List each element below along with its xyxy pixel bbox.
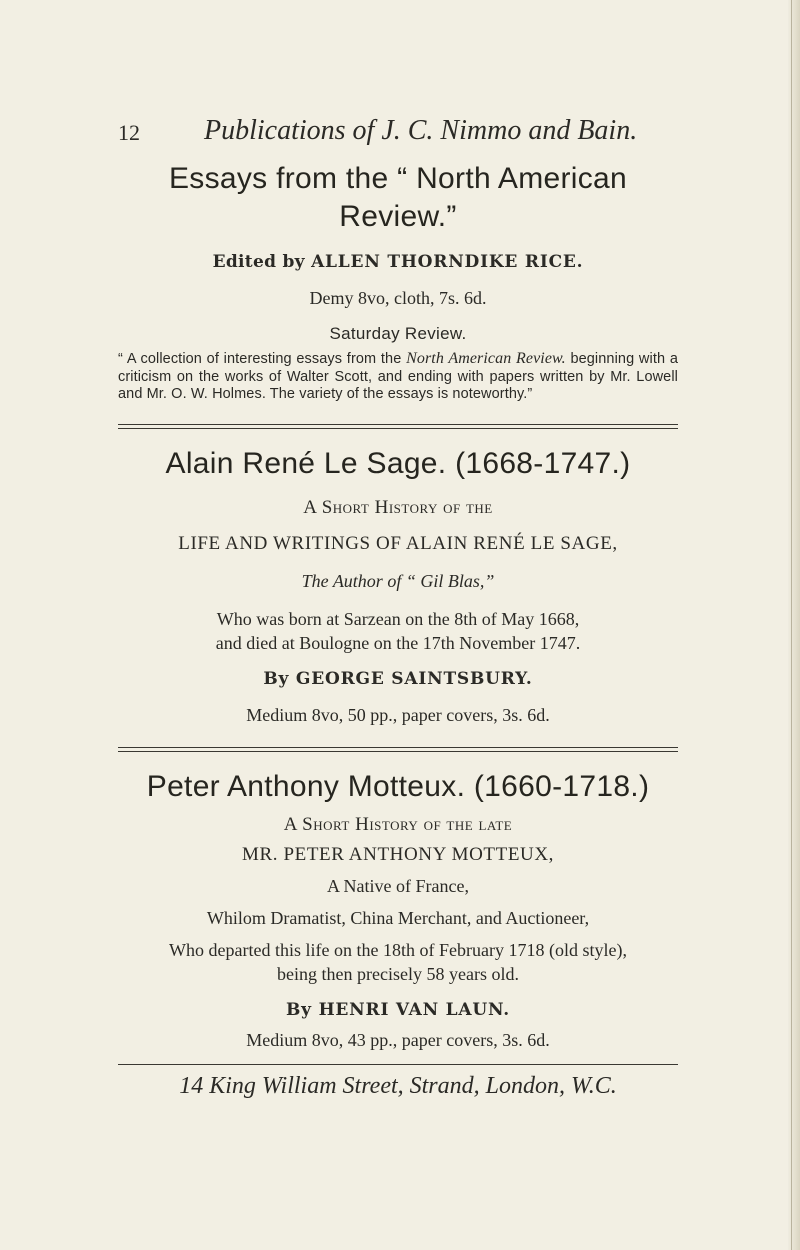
publisher-address: 14 King William Street, Strand, London, W.C. (118, 1064, 678, 1100)
motteux-byline: By HENRI VAN LAUN. (286, 999, 510, 1020)
running-title: Publications of J. C. Nimmo and Bain. (204, 115, 638, 146)
lesage-born-line-1: Who was born at Sarzean on the 8th of May 1668, (216, 608, 580, 629)
page-header (118, 110, 678, 150)
essays-quote-open: “ A collection of interesting essays from the (118, 351, 402, 367)
motteux-roles: Whilom Dramatist, China Merchant, and Auctioneer, (206, 907, 590, 928)
motteux-subtitle: A Short History of the late (283, 813, 513, 835)
lesage-author-note-title: “ Gil Blas,” (405, 570, 495, 591)
motteux-departed-line-2: being then precisely 58 years old. (277, 963, 519, 984)
essays-format: Demy 8vo, cloth, 7s. 6d. (309, 288, 487, 308)
essays-title-line-2: Review.” (339, 200, 457, 233)
essays-title-line-1: Essays from the “ North American (168, 162, 628, 195)
motteux-subject: MR. PETER ANTHONY MOTTEUX, (241, 843, 555, 865)
essays-editor-prefix: Edited by (212, 252, 305, 272)
essays-quote-rest: beginning with a criticism on the works of Walter Scott, and ending with papers written by Mr. Lowell and Mr. O. W. Holmes. The variety of the essays is noteworthy.” (118, 351, 678, 402)
motteux-title: Peter Anthony Motteux. (1660-1718.) (146, 769, 650, 803)
motteux-native: A Native of France, (327, 875, 469, 896)
page-edge (788, 0, 800, 1250)
lesage-entry (118, 429, 678, 727)
lesage-born-line-2: and died at Boulogne on the 17th November 1747. (215, 632, 581, 653)
lesage-subject: LIFE AND WRITINGS OF ALAIN RENÉ LE SAGE, (178, 532, 618, 554)
essays-editor-name: ALLEN THORNDIKE RICE. (311, 252, 584, 272)
lesage-author-note (118, 569, 678, 593)
essays-editor (118, 252, 678, 272)
page-edge-line (791, 0, 792, 1250)
page-number: 12 (118, 120, 140, 145)
page-content (118, 160, 678, 1100)
essays-entry (118, 160, 678, 404)
lesage-subtitle: A Short History of the (303, 496, 493, 518)
lesage-author-note-prefix: The Author of (301, 570, 402, 591)
essays-review-source: Saturday Review. (329, 324, 467, 343)
motteux-departed-line-1: Who departed this life on the 18th of February 1718 (old style), (169, 939, 627, 960)
motteux-format: Medium 8vo, 43 pp., paper covers, 3s. 6d. (246, 1029, 550, 1050)
motteux-entry (118, 752, 678, 1052)
essays-quote-title: North American Review. (406, 350, 566, 367)
essays-review-quote (118, 350, 678, 404)
lesage-byline: By GEORGE SAINTSBURY. (263, 668, 533, 689)
lesage-format: Medium 8vo, 50 pp., paper covers, 3s. 6d. (246, 704, 550, 725)
lesage-title: Alain René Le Sage. (1668-1747.) (165, 446, 631, 480)
